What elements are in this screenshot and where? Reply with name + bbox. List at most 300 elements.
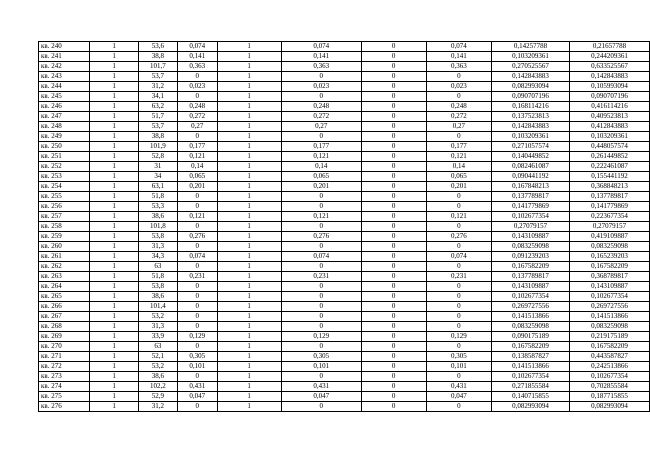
apartment-cell: кв. 271 [39,352,90,362]
table-cell: 0,121 [426,212,491,222]
table-cell: 0 [361,102,426,112]
table-cell: 1 [217,272,281,282]
table-row [39,322,650,332]
table-cell: 0 [361,382,426,392]
table-cell: 53,2 [139,312,178,322]
table-cell: 0 [426,132,491,142]
table-cell: 0 [361,322,426,332]
table-cell: 1 [90,222,139,232]
table-cell: 0,223677354 [570,212,650,222]
table-row [39,82,650,92]
table-cell: 53,8 [139,282,178,292]
table-cell: 52,8 [139,152,178,162]
table-cell: 0,368789817 [570,272,650,282]
table-cell: 1 [217,102,281,112]
table-cell: 0,270525567 [491,62,569,72]
table-cell: 0 [177,222,217,232]
table-cell: 0 [177,402,217,412]
table-cell: 0,074 [281,252,361,262]
table-row [39,342,650,352]
table-cell: 1 [217,82,281,92]
table-cell: 1 [217,382,281,392]
table-cell: 1 [90,142,139,152]
table-cell: 34,3 [139,252,178,262]
table-cell: 0,177 [177,142,217,152]
table-row [39,262,650,272]
table-cell: 0,276 [426,232,491,242]
table-body [39,42,650,412]
table-cell: 0,083259098 [491,322,569,332]
table-cell: 1 [90,182,139,192]
table-cell: 0 [281,72,361,82]
table-cell: 0 [281,262,361,272]
table-cell: 1 [217,172,281,182]
table-cell: 0,083259098 [570,242,650,252]
table-cell: 0 [177,132,217,142]
table-cell: 1 [217,282,281,292]
apartment-cell: кв. 263 [39,272,90,282]
table-cell: 101,4 [139,302,178,312]
table-cell: 1 [217,392,281,402]
apartment-cell: кв. 252 [39,162,90,172]
table-cell: 0 [281,222,361,232]
table-cell: 0,419109887 [570,232,650,242]
table-cell: 0,102677354 [491,372,569,382]
table-cell: 1 [217,332,281,342]
table-cell: 1 [90,202,139,212]
table-cell: 0 [361,152,426,162]
table-cell: 0,27 [426,122,491,132]
table-cell: 1 [90,172,139,182]
table-cell: 1 [217,192,281,202]
table-cell: 0,276 [177,232,217,242]
table-cell: 52,1 [139,352,178,362]
table-cell: 0,14 [177,162,217,172]
table-cell: 0,368848213 [570,182,650,192]
table-row [39,352,650,362]
table-cell: 53,7 [139,122,178,132]
table-cell: 38,8 [139,132,178,142]
table-cell: 1 [217,142,281,152]
table-cell: 0,074 [426,42,491,52]
table-cell: 0,082993094 [491,402,569,412]
table-cell: 0 [177,282,217,292]
table-cell: 0,269727556 [491,302,569,312]
table-cell: 0 [281,292,361,302]
table-cell: 1 [90,342,139,352]
table-cell: 63,2 [139,102,178,112]
table-cell: 0 [281,322,361,332]
table-row [39,362,650,372]
table-cell: 0,14 [281,162,361,172]
table-cell: 0,103209361 [491,132,569,142]
table-cell: 1 [90,42,139,52]
table-cell: 0,201 [281,182,361,192]
table-cell: 0,142843883 [491,122,569,132]
table-cell: 0,102677354 [570,372,650,382]
table-cell: 0,168114216 [491,102,569,112]
table-cell: 0,090175189 [491,332,569,342]
table-cell: 0 [426,92,491,102]
table-cell: 0 [361,182,426,192]
table-cell: 0,305 [281,352,361,362]
table-cell: 0,121 [281,212,361,222]
table-cell: 0 [177,302,217,312]
table-cell: 0 [426,302,491,312]
table-cell: 1 [90,252,139,262]
table-cell: 0,141 [281,52,361,62]
table-cell: 0 [361,392,426,402]
table-cell: 0,102677354 [491,212,569,222]
table-cell: 0,27 [177,122,217,132]
table-cell: 1 [90,332,139,342]
apartment-cell: кв. 274 [39,382,90,392]
table-cell: 51,8 [139,272,178,282]
table-cell: 1 [217,112,281,122]
table-cell: 1 [217,72,281,82]
table-cell: 0,187715855 [570,392,650,402]
table-cell: 1 [90,152,139,162]
table-cell: 1 [217,62,281,72]
table-cell: 0 [361,202,426,212]
table-cell: 0,272 [281,112,361,122]
table-cell: 0 [361,162,426,172]
table-cell: 0,272 [426,112,491,122]
table-cell: 38,6 [139,292,178,302]
table-cell: 0,633525567 [570,62,650,72]
table-row [39,52,650,62]
table-cell: 0 [361,342,426,352]
apartment-cell: кв. 247 [39,112,90,122]
table-cell: 0 [426,192,491,202]
table-cell: 0 [281,342,361,352]
table-cell: 31,3 [139,322,178,332]
table-cell: 0,082461087 [491,162,569,172]
table-cell: 1 [217,92,281,102]
table-row [39,172,650,182]
table-row [39,302,650,312]
table-cell: 0,090441192 [491,172,569,182]
table-cell: 0,201 [177,182,217,192]
table-cell: 31,2 [139,82,178,92]
table-cell: 0 [177,72,217,82]
table-cell: 0,143109887 [491,282,569,292]
table-cell: 0 [426,262,491,272]
apartment-cell: кв. 276 [39,402,90,412]
table-row [39,382,650,392]
table-row [39,62,650,72]
table-cell: 0,023 [177,82,217,92]
table-row [39,202,650,212]
table-cell: 63 [139,262,178,272]
table-cell: 0,363 [281,62,361,72]
table-cell: 0,121 [426,152,491,162]
table-cell: 0,276 [281,232,361,242]
table-cell: 0 [177,292,217,302]
table-cell: 0,074 [177,252,217,262]
table-cell: 0,167582209 [570,342,650,352]
table-cell: 1 [90,312,139,322]
table-cell: 0 [361,172,426,182]
table-row [39,402,650,412]
table-cell: 0 [426,402,491,412]
table-cell: 1 [90,272,139,282]
table-cell: 0,137789817 [491,272,569,282]
table-cell: 1 [90,52,139,62]
table-row [39,272,650,282]
table-cell: 0,165239203 [570,252,650,262]
table-cell: 0,074 [177,42,217,52]
table-cell: 0,244209361 [570,52,650,62]
table-row [39,152,650,162]
apartment-cell: кв. 245 [39,92,90,102]
table-cell: 0,141513866 [491,312,569,322]
apartment-cell: кв. 265 [39,292,90,302]
table-cell: 0,177 [281,142,361,152]
table-cell: 0,219175189 [570,332,650,342]
table-row [39,192,650,202]
apartment-cell: кв. 255 [39,192,90,202]
table-cell: 1 [217,262,281,272]
table-cell: 0 [177,192,217,202]
table-row [39,162,650,172]
table-cell: 0,242513866 [570,362,650,372]
table-cell: 1 [217,242,281,252]
table-cell: 0 [361,252,426,262]
table-cell: 1 [217,222,281,232]
table-cell: 0,074 [281,42,361,52]
table-cell: 0,102677354 [570,292,650,302]
table-cell: 0,167582209 [570,262,650,272]
table-cell: 101,8 [139,222,178,232]
table-cell: 34,1 [139,92,178,102]
table-cell: 0,103209361 [570,132,650,142]
table-cell: 0,271855584 [491,382,569,392]
table-cell: 0 [361,302,426,312]
table-cell: 0,416114216 [570,102,650,112]
table-cell: 1 [217,292,281,302]
table-cell: 0,231 [281,272,361,282]
table-cell: 1 [217,212,281,222]
table-cell: 0,023 [281,82,361,92]
table-cell: 0,141779869 [491,202,569,212]
table-cell: 0,222461087 [570,162,650,172]
table-cell: 0,121 [177,152,217,162]
table-cell: 0,363 [426,62,491,72]
table-cell: 0,065 [281,172,361,182]
table-cell: 1 [217,302,281,312]
table-cell: 0 [361,62,426,72]
table-cell: 0,102677354 [491,292,569,302]
table-cell: 1 [217,162,281,172]
table-cell: 0,082993094 [491,82,569,92]
apartment-cell: кв. 268 [39,322,90,332]
table-cell: 0 [361,122,426,132]
apartment-cell: кв. 257 [39,212,90,222]
table-cell: 0,177 [426,142,491,152]
table-cell: 0 [426,372,491,382]
table-cell: 0,121 [177,212,217,222]
table-cell: 0 [426,342,491,352]
table-cell: 1 [90,242,139,252]
table-cell: 0,082993094 [570,402,650,412]
table-cell: 1 [90,62,139,72]
table-cell: 0,083259098 [570,322,650,332]
table-row [39,212,650,222]
table-cell: 0,101 [177,362,217,372]
table-cell: 0,167582209 [491,342,569,352]
table-cell: 0 [426,202,491,212]
table-cell: 51,7 [139,112,178,122]
table-cell: 0,090707196 [491,92,569,102]
apartment-cell: кв. 241 [39,52,90,62]
table-cell: 0,083259098 [491,242,569,252]
apartment-cell: кв. 240 [39,42,90,52]
apartment-cell: кв. 242 [39,62,90,72]
table-cell: 0,047 [281,392,361,402]
table-cell: 0,167582209 [491,262,569,272]
table-cell: 1 [217,52,281,62]
apartments-table [38,41,650,412]
table-cell: 34 [139,172,178,182]
table-cell: 0,141513866 [570,312,650,322]
table-row [39,222,650,232]
table-cell: 1 [90,212,139,222]
table-row [39,282,650,292]
table-cell: 0,065 [426,172,491,182]
table-row [39,232,650,242]
table-cell: 0 [281,402,361,412]
table-cell: 63 [139,342,178,352]
table-cell: 0,121 [281,152,361,162]
table-cell: 1 [90,302,139,312]
apartment-cell: кв. 275 [39,392,90,402]
apartment-cell: кв. 270 [39,342,90,352]
table-cell: 38,6 [139,372,178,382]
table-row [39,312,650,322]
table-cell: 0,431 [177,382,217,392]
table-cell: 0 [177,322,217,332]
table-cell: 1 [90,112,139,122]
table-cell: 1 [90,132,139,142]
table-cell: 0,431 [426,382,491,392]
table-cell: 53,7 [139,72,178,82]
table-cell: 0 [426,222,491,232]
table-cell: 0,129 [426,332,491,342]
apartment-cell: кв. 251 [39,152,90,162]
table-cell: 0 [361,232,426,242]
table-cell: 1 [90,232,139,242]
table-row [39,252,650,262]
table-cell: 31 [139,162,178,172]
table-cell: 0,409523813 [570,112,650,122]
table-cell: 0 [361,112,426,122]
table-cell: 0 [361,272,426,282]
table-cell: 0,271057574 [491,142,569,152]
table-cell: 0 [361,262,426,272]
table-cell: 0 [426,322,491,332]
table-cell: 0 [177,242,217,252]
apartment-cell: кв. 272 [39,362,90,372]
table-cell: 0,101 [281,362,361,372]
table-cell: 0,065 [177,172,217,182]
table-cell: 0 [281,192,361,202]
table-cell: 1 [90,382,139,392]
apartment-cell: кв. 273 [39,372,90,382]
table-cell: 1 [90,322,139,332]
apartment-cell: кв. 258 [39,222,90,232]
table-cell: 0,140449852 [491,152,569,162]
table-cell: 33,9 [139,332,178,342]
table-cell: 0,023 [426,82,491,92]
table-row [39,42,650,52]
table-cell: 38,6 [139,212,178,222]
table-row [39,372,650,382]
table-cell: 0 [361,82,426,92]
table-row [39,242,650,252]
table-row [39,292,650,302]
table-cell: 0,047 [426,392,491,402]
apartment-cell: кв. 244 [39,82,90,92]
table-cell: 0 [177,92,217,102]
table-cell: 0,129 [281,332,361,342]
table-cell: 0 [177,312,217,322]
table-cell: 0,248 [426,102,491,112]
table-cell: 0 [361,402,426,412]
table-row [39,92,650,102]
table-cell: 0 [361,142,426,152]
table-cell: 1 [90,92,139,102]
table-cell: 0,140715855 [491,392,569,402]
table-cell: 0,231 [177,272,217,282]
table-cell: 0,141 [177,52,217,62]
table-row [39,142,650,152]
table-cell: 1 [217,362,281,372]
table-cell: 1 [217,322,281,332]
table-cell: 0,269727556 [570,302,650,312]
apartment-cell: кв. 249 [39,132,90,142]
table-cell: 0 [361,312,426,322]
apartment-cell: кв. 243 [39,72,90,82]
apartment-cell: кв. 250 [39,142,90,152]
table-cell: 0 [361,332,426,342]
table-cell: 0,305 [426,352,491,362]
table-cell: 0,129 [177,332,217,342]
table-cell: 1 [90,162,139,172]
table-cell: 0,138587827 [491,352,569,362]
table-cell: 102,2 [139,382,178,392]
table-cell: 0 [177,202,217,212]
apartment-cell: кв. 256 [39,202,90,212]
apartment-cell: кв. 264 [39,282,90,292]
table-cell: 0 [281,242,361,252]
table-cell: 0,21657788 [570,42,650,52]
table-cell: 1 [217,342,281,352]
table-cell: 53,2 [139,362,178,372]
table-cell: 31,3 [139,242,178,252]
table-cell: 0,14257788 [491,42,569,52]
table-cell: 1 [90,192,139,202]
table-cell: 0 [281,202,361,212]
table-row [39,102,650,112]
table-cell: 0 [281,132,361,142]
table-cell: 0,448057574 [570,142,650,152]
apartment-cell: кв. 254 [39,182,90,192]
table-cell: 0,27079157 [491,222,569,232]
table-row [39,72,650,82]
table-cell: 1 [90,282,139,292]
table-cell: 1 [217,352,281,362]
